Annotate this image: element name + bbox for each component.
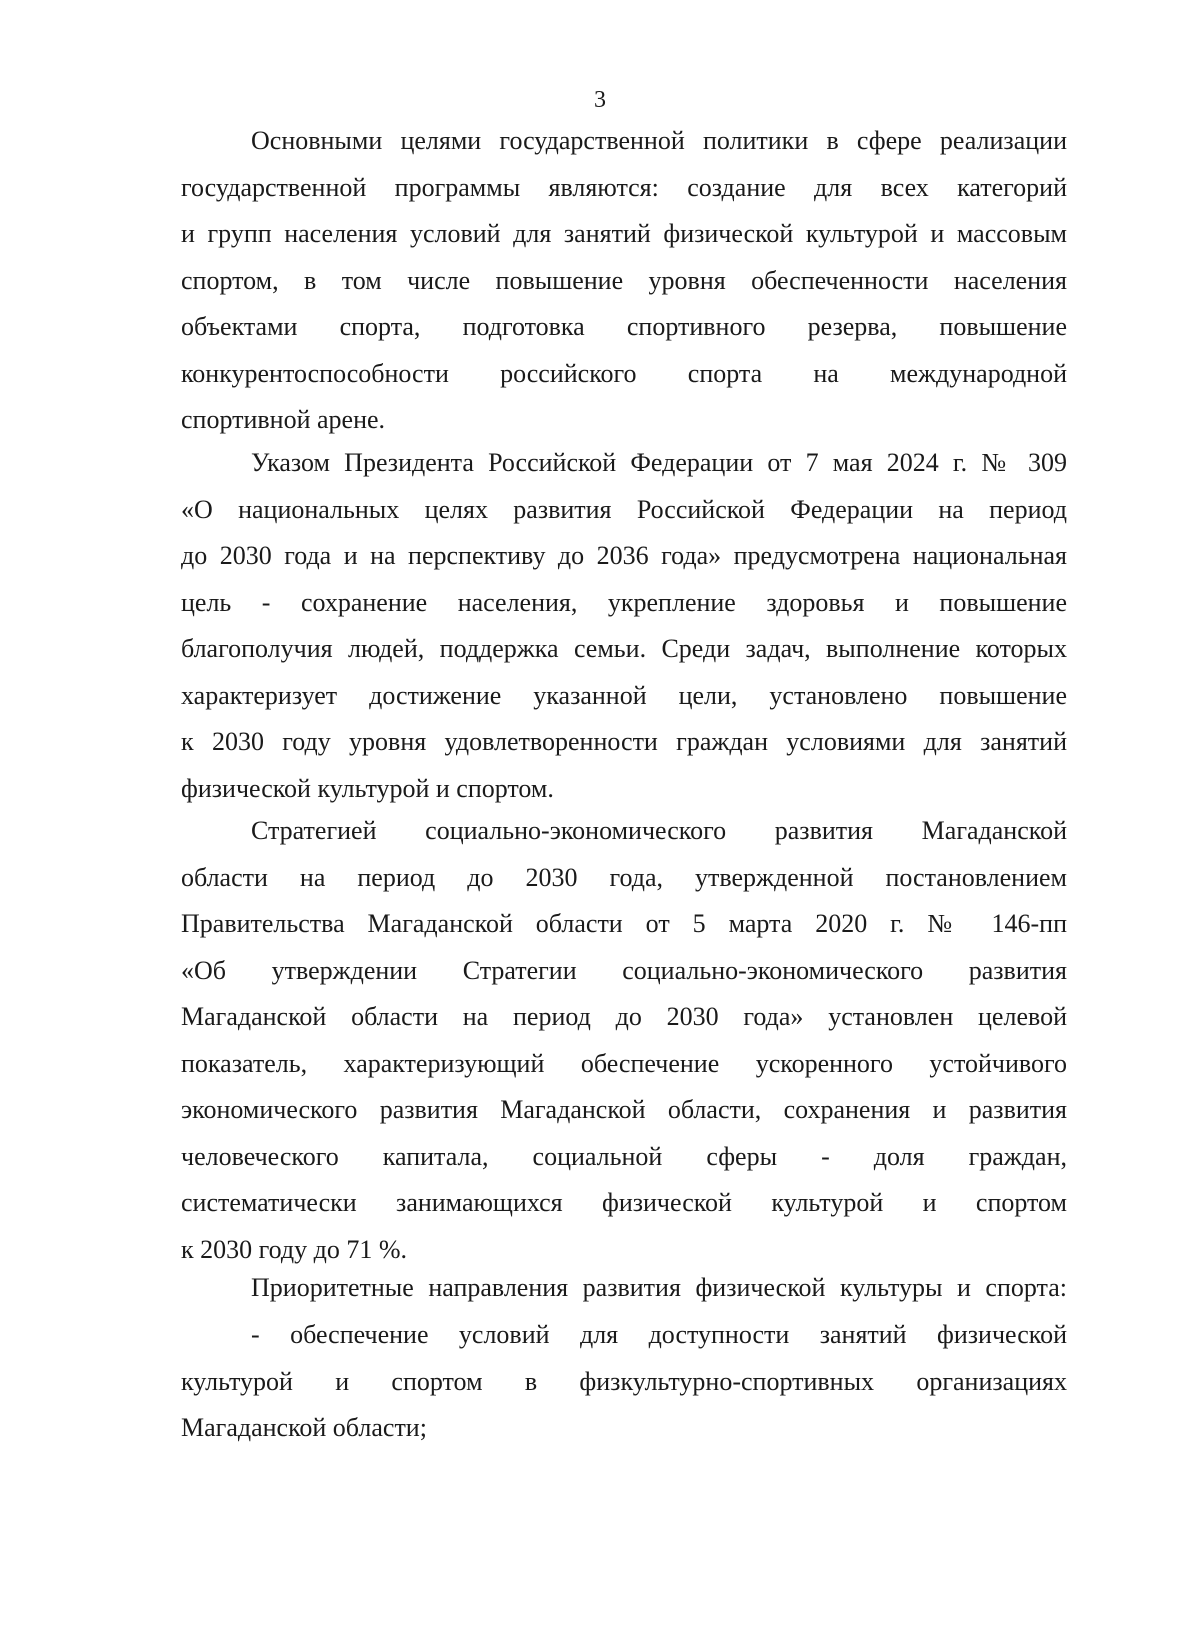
text-line: государственной программы являются: создание для всех категорий	[181, 172, 1067, 202]
text-line: Правительства Магаданской области от 5 марта 2020 г. № 146-пп	[181, 909, 1067, 938]
text-line: физической культурой и спортом.	[181, 773, 554, 803]
text-line: «Об утверждении Стратегии социально-экономического развития	[181, 955, 1067, 985]
text-line: культурой и спортом в физкультурно-спортивных организациях	[181, 1366, 1067, 1396]
paragraph-priorities-heading	[181, 1265, 1067, 1312]
text-line: Стратегией социально-экономического развития Магаданской	[251, 816, 1067, 845]
paragraph-regional-strategy	[181, 808, 1067, 1273]
text-line: до 2030 года и на перспективу до 2036 года» предусмотрена национальная	[181, 541, 1067, 570]
paragraph-goals	[181, 118, 1067, 444]
text-line: к 2030 году до 71 %.	[181, 1234, 408, 1264]
text-line: Приоритетные направления развития физической культуры и спорта:	[251, 1273, 1067, 1302]
text-line: области на период до 2030 года, утвержденной постановлением	[181, 862, 1067, 892]
text-line: конкурентоспособности российского спорта на международной	[181, 358, 1067, 388]
text-line: экономического развития Магаданской области, сохранения и развития	[181, 1095, 1067, 1124]
text-line: систематически занимающихся физической культурой и спортом	[181, 1188, 1067, 1217]
paragraph-presidential-decree	[181, 440, 1067, 812]
text-line: благополучия людей, поддержка семьи. Среди задач, выполнение которых	[181, 634, 1067, 663]
text-line: Магаданской области;	[181, 1413, 427, 1442]
text-line: цель - сохранение населения, укрепление здоровья и повышение	[181, 587, 1067, 617]
text-line: Основными целями государственной политики в сфере реализации	[251, 126, 1067, 155]
text-line: Указом Президента Российской Федерации от 7 мая 2024 г. № 309	[251, 448, 1067, 477]
page-number: 3	[594, 87, 606, 113]
text-line: «О национальных целях развития Российской Федерации на период	[181, 494, 1067, 524]
text-line: и групп населения условий для занятий физической культурой и массовым	[181, 219, 1067, 248]
text-line: к 2030 году уровня удовлетворенности граждан условиями для занятий	[181, 727, 1067, 756]
text-line: Магаданской области на период до 2030 года» установлен целевой	[181, 1002, 1067, 1031]
text-line: человеческого капитала, социальной сферы - доля граждан,	[181, 1141, 1067, 1171]
text-line: спортом, в том числе повышение уровня обеспеченности населения	[181, 265, 1067, 295]
text-line: - обеспечение условий для доступности занятий физической	[251, 1320, 1067, 1349]
text-line: спортивной арене.	[181, 405, 386, 434]
text-line: показатель, характеризующий обеспечение ускоренного устойчивого	[181, 1048, 1067, 1078]
text-line: объектами спорта, подготовка спортивного резерва, повышение	[181, 312, 1067, 341]
list-item-priority	[181, 1312, 1067, 1452]
text-line: характеризует достижение указанной цели, установлено повышение	[181, 680, 1067, 710]
